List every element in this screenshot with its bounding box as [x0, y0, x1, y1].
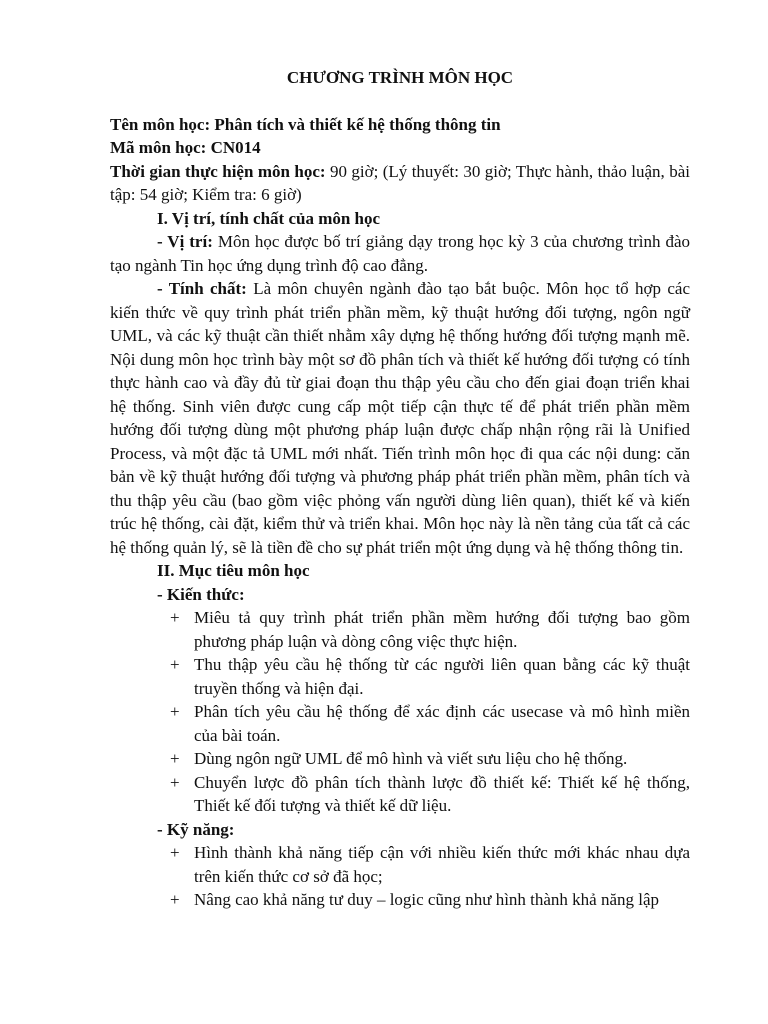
bullet-marker: +: [170, 702, 180, 721]
duration-label: Thời gian thực hiện môn học:: [110, 161, 326, 181]
nature-paragraph: [110, 277, 690, 559]
skills-label: - Kỹ năng:: [157, 819, 235, 839]
list-item-text: Thu thập yêu cầu hệ thống từ các người liên quan bằng các kỹ thuật truyền thống và hiện đại.: [194, 655, 690, 698]
document-title: CHƯƠNG TRÌNH MÔN HỌC: [286, 68, 514, 87]
list-item: [170, 888, 690, 912]
position-label: - Vị trí:: [157, 232, 213, 251]
bullet-marker: +: [170, 890, 180, 909]
section2-heading: II. Mục tiêu môn học: [157, 561, 310, 580]
list-item-text: Dùng ngôn ngữ UML để mô hình và viết sưu liệu cho hệ thống.: [194, 749, 628, 768]
nature-label: - Tính chất:: [157, 279, 247, 298]
position-text: Môn học được bố trí giảng dạy trong học kỳ 3 của chương trình đào tạo ngành Tin học ứng dụng trình độ cao đẳng.: [110, 232, 690, 275]
course-duration: [110, 160, 690, 207]
list-item: [170, 841, 690, 888]
list-item-text: Nâng cao khả năng tư duy – logic cũng như hình thành khả năng lập: [194, 890, 660, 909]
duration-text: 90 giờ; (Lý thuyết: 30 giờ; Thực hành, thảo luận, bài tập: 54 giờ; Kiểm tra: 6 giờ): [110, 161, 690, 204]
course-code: Mã môn học: CN014: [110, 138, 261, 157]
bullet-marker: +: [170, 843, 180, 862]
list-item: [170, 747, 690, 771]
bullet-marker: +: [170, 749, 180, 768]
knowledge-list: [110, 606, 690, 818]
list-item-text: Hình thành khả năng tiếp cận với nhiều kiến thức mới khác nhau dựa trên kiến thức cơ sở đã học;: [194, 843, 690, 886]
list-item: [170, 606, 690, 653]
bullet-marker: +: [170, 608, 180, 627]
skills-list: [110, 841, 690, 912]
list-item-text: Miêu tả quy trình phát triển phần mềm hướng đối tượng bao gồm phương pháp luận và dòng công việc thực hiện.: [194, 608, 690, 651]
list-item-text: Chuyển lược đồ phân tích thành lược đồ thiết kế: Thiết kế hệ thống, Thiết kế đối tượng và thiết kế dữ liệu.: [194, 772, 690, 815]
knowledge-label: - Kiến thức:: [157, 584, 245, 604]
course-name: Tên môn học: Phân tích và thiết kế hệ thống thông tin: [110, 114, 501, 134]
list-item: [170, 653, 690, 700]
bullet-marker: +: [170, 772, 180, 792]
list-item: [170, 700, 690, 747]
list-item: [170, 771, 690, 818]
list-item-text: Phân tích yêu cầu hệ thống để xác định các usecase và mô hình miền của bài toán.: [194, 702, 690, 745]
nature-text: Là môn chuyên ngành đào tạo bắt buộc. Môn học tổ hợp các kiến thức về quy trình phát triển phần mềm, kỹ thuật hướng đối tượng, ngôn ngữ UML, và các kỹ thuật cần thiết nhằm xây dựng hệ thống hướng đối tượng mạnh mẽ. Nội dung môn học trình bày một sơ đồ phân tích và thiết kế hướng đối tượng có tính thực hành cao và đầy đủ từ giai đoạn thu thập yêu cầu cho đến giai đoạn triển khai hệ thống. Sinh viên được cung cấp một tiếp cận thực tế để phát triển phần mềm hướng đối tượng dùng một phương pháp luận được chấp nhận rộng rãi là Unified Process, và một đặc tả UML mới nhất. Tiến trình môn học đi qua các nội dung: căn bản về kỹ thuật hướng đối tượng và phương pháp phát triển phần mềm, phân tích và thu thập yêu cầu (bao gồm việc phỏng vấn người dùng liên quan), thiết kế và kiến trúc hệ thống, cài đặt, kiểm thử và triển khai. Môn học này là nền tảng của tất cả các hệ thống quản lý, sẽ là tiền đề cho sự phát triển một ứng dụng và hệ thống thông tin.: [110, 279, 690, 557]
bullet-marker: +: [170, 655, 180, 674]
section1-heading: I. Vị trí, tính chất của môn học: [157, 208, 381, 228]
position-paragraph: [110, 230, 690, 277]
